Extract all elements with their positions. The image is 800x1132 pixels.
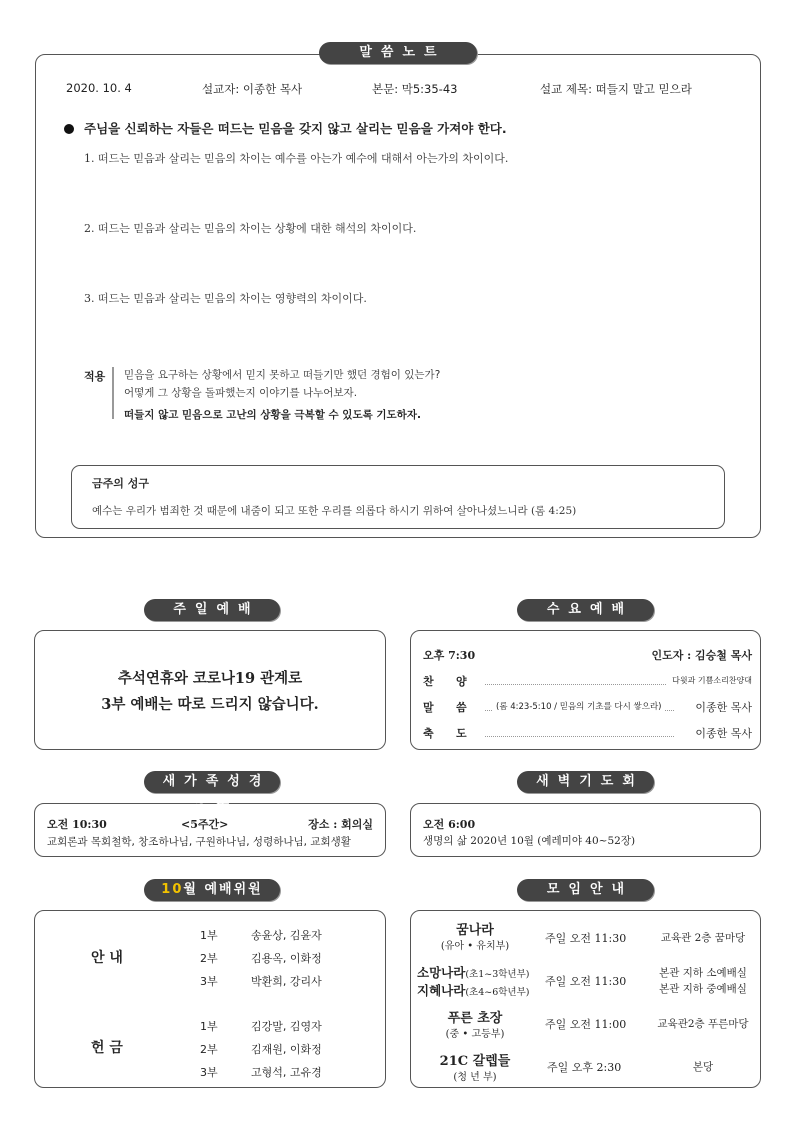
wed-row-word-label-1: 말 <box>423 701 434 714</box>
wed-row-blessing <box>423 725 752 739</box>
staff-title-text: 월 예배위원 <box>183 882 263 897</box>
wednesday-worship-panel <box>410 630 761 750</box>
apply-line-1: 믿음을 요구하는 상황에서 믿지 못하고 떠들기만 했던 경험이 있는가? <box>124 369 441 381</box>
meeting-name: 지혜나라(초4~6학년부) <box>417 983 530 998</box>
staff-month: 10 <box>161 882 184 897</box>
verse-title: 금주의 성구 <box>92 477 149 490</box>
wed-row-blessing-label-1: 축 <box>423 727 434 740</box>
staff-part: 1부 <box>200 929 218 942</box>
family-time: 오전 10:30 <box>47 818 107 831</box>
verse-text: 예수는 우리가 범죄한 것 때문에 내줌이 되고 또한 우리를 의롭다 하시기 위하여 살아나셨느니라 (롬 4:25) <box>92 505 577 517</box>
dotted-leader <box>485 673 666 685</box>
new-family-study-title: 새가족성경공부 <box>144 771 280 793</box>
sermon-note-panel <box>35 54 761 538</box>
wed-row-praise-value: 다윗과 기쁨소리찬양대 <box>672 676 752 685</box>
meeting-place: 교육관 2층 꿈마당 <box>660 932 746 944</box>
dotted-leader <box>485 725 674 737</box>
meetings-panel <box>410 910 761 1088</box>
wed-row-blessing-value: 이종한 목사 <box>695 727 752 740</box>
apply-line-3: 떠들지 않고 믿음으로 고난의 상황을 극복할 수 있도록 기도하자. <box>124 409 421 421</box>
sunday-worship-title: 주일예배 <box>144 599 280 621</box>
staff-part: 2부 <box>200 1043 218 1056</box>
staff-names: 김강말, 김영자 <box>251 1020 322 1033</box>
meeting-sub: (유아 • 유치부) <box>440 941 510 952</box>
meeting-name: 21C 갈렙들 <box>439 1054 511 1069</box>
bullet-icon <box>64 124 74 134</box>
staff-part: 2부 <box>200 952 218 965</box>
point-2: 2. 떠드는 믿음과 살리는 믿음의 차이는 상황에 대한 해석의 차이이다. <box>84 222 417 235</box>
wed-row-blessing-label-2: 도 <box>456 727 467 740</box>
meeting-place: 본관 지하 중예배실 <box>659 983 747 995</box>
meeting-place: 본당 <box>692 1061 714 1073</box>
dawn-time: 오전 6:00 <box>423 818 476 831</box>
wed-row-word <box>423 699 752 713</box>
staff-names: 김용옥, 이화정 <box>251 952 322 965</box>
family-place: 장소 : 회의실 <box>308 818 373 831</box>
wed-time: 오후 7:30 <box>423 649 476 662</box>
dawn-prayer-title: 새벽기도회 <box>517 771 654 793</box>
meeting-name: 꿈나라 <box>456 923 494 938</box>
sermon-date: 2020. 10. 4 <box>66 81 132 95</box>
main-point-text: 주님을 신뢰하는 자들은 떠드는 믿음을 갖지 않고 살리는 믿음을 가져야 한다. <box>84 121 507 136</box>
meeting-place: 교육관2층 푸른마당 <box>657 1018 749 1030</box>
wed-row-word-label-2: 씀 <box>456 701 467 714</box>
staff-names: 송윤상, 김윤자 <box>251 929 322 942</box>
sunday-notice-line-1: 추석연휴와 코로나19 관계로 <box>117 670 303 687</box>
wed-row-praise-label-2: 양 <box>456 675 467 688</box>
meeting-name: 소망나라(초1~3학년부) <box>417 965 530 980</box>
dawn-desc: 생명의 삶 2020년 10월 (예레미야 40~52장) <box>423 835 636 847</box>
apply-label: 적용 <box>84 370 106 383</box>
wed-row-praise-label-1: 찬 <box>423 675 434 688</box>
point-1: 1. 떠드는 믿음과 살리는 믿음의 차이는 예수를 아는가 예수에 대해서 아는가의 차이이다. <box>84 152 509 165</box>
staff-part: 3부 <box>200 1066 218 1079</box>
meeting-time: 주일 오전 11:30 <box>545 932 627 945</box>
wed-row-word-value: 이종한 목사 <box>695 701 752 714</box>
apply-divider <box>112 367 114 419</box>
group-label-usher: 안 내 <box>91 950 123 966</box>
family-duration: <5주간> <box>181 818 229 831</box>
worship-staff-panel <box>34 910 386 1088</box>
dawn-prayer-panel <box>410 803 761 857</box>
main-point <box>64 119 507 137</box>
staff-part: 3부 <box>200 975 218 988</box>
meeting-time: 주일 오전 11:30 <box>545 975 627 988</box>
sunday-worship-panel <box>34 630 386 750</box>
meeting-sub: (중 • 고등부) <box>445 1029 505 1040</box>
apply-line-2: 어떻게 그 상황을 돌파했는지 이야기를 나누어보자. <box>124 387 358 399</box>
weekly-verse-box <box>71 465 725 529</box>
wed-row-word-passage: (롬 4:23-5:10 / 믿음의 기초를 다시 쌓으라) <box>493 700 664 712</box>
sermon-title: 설교 제목: 떠들지 말고 믿으라 <box>540 82 692 96</box>
point-3: 3. 떠드는 믿음과 살리는 믿음의 차이는 영향력의 차이이다. <box>84 292 367 305</box>
family-topics: 교회론과 목회철학, 창조하나님, 구원하나님, 성령하나님, 교회생활 <box>47 836 351 848</box>
meeting-time: 주일 오전 11:00 <box>545 1018 627 1031</box>
staff-names: 고형석, 고유경 <box>251 1066 322 1079</box>
meeting-time: 주일 오후 2:30 <box>547 1061 622 1074</box>
sermon-note-title: 말씀노트 <box>319 42 477 64</box>
wed-leader: 인도자 : 김승철 목사 <box>651 649 752 662</box>
staff-names: 박환희, 강리사 <box>251 975 322 988</box>
worship-staff-title <box>144 879 280 901</box>
meeting-sub: (청 년 부) <box>453 1072 497 1083</box>
meeting-name: 푸른 초장 <box>447 1011 503 1026</box>
staff-part: 1부 <box>200 1020 218 1033</box>
sermon-preacher: 설교자: 이종한 목사 <box>202 82 303 96</box>
wed-row-praise <box>423 673 752 687</box>
staff-names: 김재원, 이화정 <box>251 1043 322 1056</box>
wednesday-worship-title: 수요예배 <box>517 599 654 621</box>
meetings-title: 모임안내 <box>517 879 654 901</box>
sunday-notice-line-2: 3부 예배는 따로 드리지 않습니다. <box>101 696 319 713</box>
group-label-offering: 헌 금 <box>91 1040 123 1056</box>
sermon-text-ref: 본문: 막5:35-43 <box>372 82 458 96</box>
meeting-place: 본관 지하 소예배실 <box>659 967 747 979</box>
